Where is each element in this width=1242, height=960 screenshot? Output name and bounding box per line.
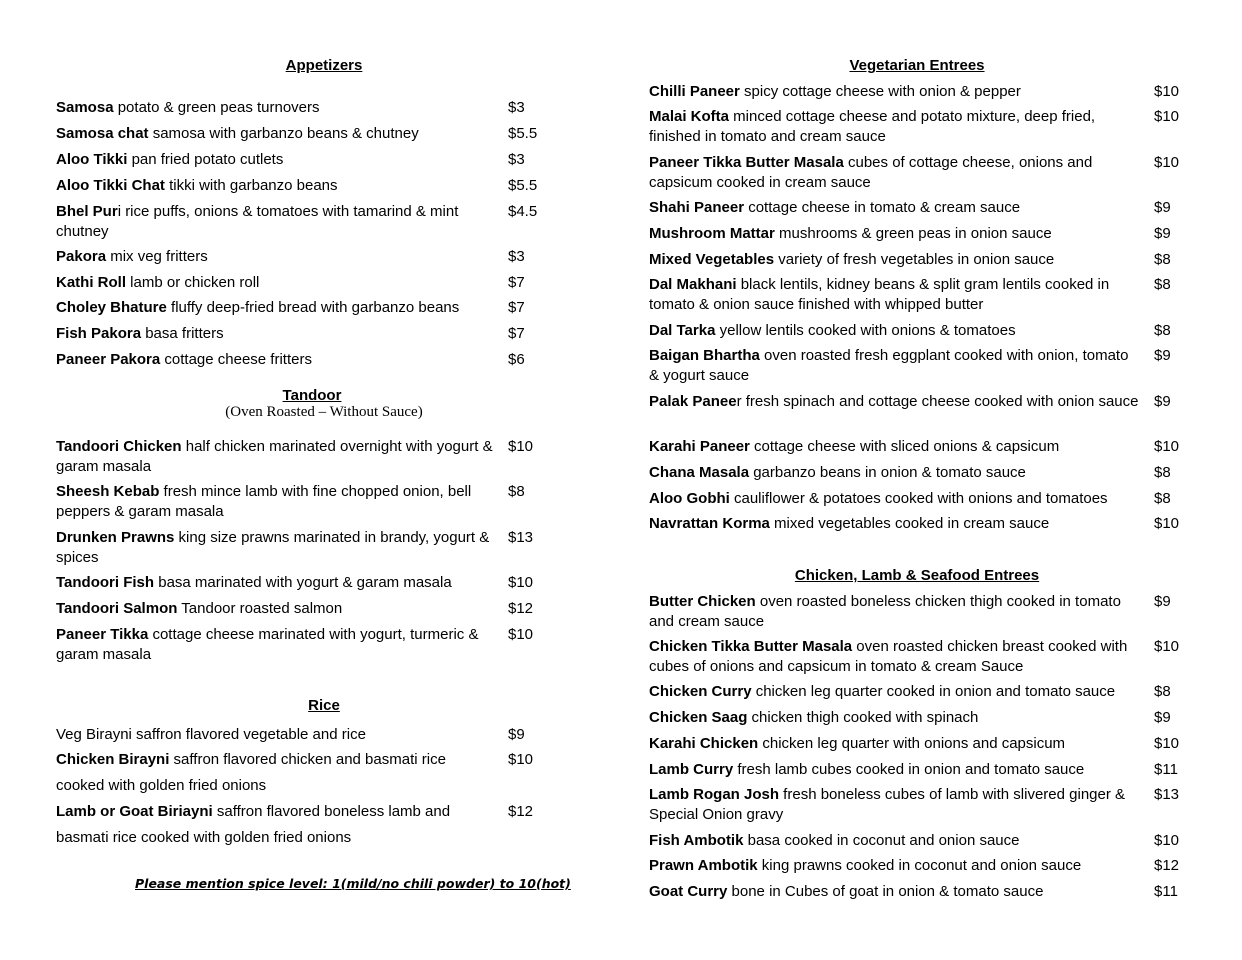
menu-item-text: spicy cottage cheese with onion & pepper: [739, 83, 1021, 100]
menu-item: [649, 250, 1171, 270]
menu-item: [649, 275, 1171, 315]
menu-item-name: Chicken Tikka Butter Masala: [649, 638, 853, 655]
menu-item-text: i rice puffs, onions & tomatoes with tamarind & mint chutney: [56, 203, 459, 240]
menu-item-price: $10: [1154, 515, 1180, 532]
menu-item-description: [649, 785, 1139, 825]
menu-item-description: [56, 298, 496, 318]
menu-item-text: lamb or chicken roll: [126, 274, 260, 291]
menu-item: [56, 124, 538, 144]
menu-item-description: [649, 856, 1139, 876]
menu-item: [56, 350, 525, 370]
menu-item-name: Chicken Birayni: [56, 751, 170, 768]
menu-item-description: [649, 107, 1139, 147]
menu-item-text: king size prawns marinated in brandy, yogurt & spices: [56, 529, 490, 566]
menu-item-text: cottage cheese in tomato & cream sauce: [744, 199, 1021, 216]
menu-item-description: [56, 350, 496, 370]
menu-item-name: Chicken Saag: [649, 709, 748, 726]
menu-item-name: Paneer Tikka Butter Masala: [649, 154, 844, 171]
menu-item-text: black lentils, kidney beans & split gram lentils cooked in tomato & onion sauce finished with whipped butter: [649, 276, 1110, 313]
menu-item: [56, 747, 534, 799]
menu-item: [649, 392, 1171, 412]
menu-item-description: [56, 482, 496, 522]
meat-heading: Chicken, Lamb & Seafood Entrees: [794, 567, 1040, 584]
menu-item-text: pan fried potato cutlets: [127, 151, 284, 168]
menu-item: [649, 760, 1178, 780]
menu-item-description: [649, 592, 1139, 632]
menu-item-price: $9: [508, 726, 525, 743]
menu-item-price: $7: [508, 325, 525, 342]
menu-item-description: [649, 514, 1139, 534]
menu-item-text: minced cottage cheese and potato mixture, deep fried, finished in tomato and cream sauce: [649, 108, 1096, 145]
tandoor-subheading: (Oven Roasted – Without Sauce): [225, 404, 423, 420]
menu-item: [649, 682, 1171, 702]
menu-item-price: $8: [1154, 490, 1171, 507]
menu-item-text: chicken thigh cooked with spinach: [747, 709, 979, 726]
menu-item-description: [649, 224, 1139, 244]
menu-item-name: Prawn Ambotik: [649, 857, 758, 874]
menu-item-price: $10: [1154, 438, 1180, 455]
menu-item-description: [649, 321, 1139, 341]
menu-item-description: [649, 734, 1139, 754]
menu-item-description: [649, 489, 1139, 509]
menu-item-text: Veg Birayni saffron flavored vegetable and rice: [56, 726, 366, 743]
menu-item-text: mushrooms & green peas in onion sauce: [774, 225, 1052, 242]
menu-item: [649, 514, 1180, 534]
menu-item-name: Aloo Tikki: [56, 151, 128, 168]
menu-item-text: chicken leg quarter cooked in onion and tomato sauce: [751, 683, 1116, 700]
menu-item-name: Lamb or Goat Biriayni: [56, 803, 213, 820]
menu-item: [649, 856, 1180, 876]
menu-item-description: [649, 250, 1139, 270]
menu-item-text: garbanzo beans in onion & tomato sauce: [749, 464, 1026, 481]
menu-item-name: Dal Makhani: [649, 276, 737, 293]
menu-item-description: [56, 247, 496, 267]
menu-item-price: $12: [508, 803, 534, 820]
menu-item: [649, 153, 1180, 193]
menu-item-name: Karahi Paneer: [649, 438, 750, 455]
menu-item: [56, 599, 534, 619]
menu-item-text: saffron flavored chicken and basmati rice cooked with golden fried onions: [56, 751, 446, 794]
menu-item-price: $10: [1154, 832, 1180, 849]
menu-item: [649, 785, 1180, 825]
menu-item-price: $10: [508, 438, 534, 455]
menu-item: [56, 437, 534, 477]
menu-item-description: [56, 625, 496, 665]
menu-item: [649, 224, 1171, 244]
menu-item: [56, 98, 525, 118]
menu-item-text: mixed vegetables cooked in cream sauce: [769, 515, 1050, 532]
menu-item-text: saffron flavored boneless lamb and basmati rice cooked with golden fried onions: [56, 803, 451, 846]
menu-item: [649, 831, 1180, 851]
menu-item-price: $12: [508, 600, 534, 617]
menu-item-name: Samosa: [56, 99, 114, 116]
menu-item-text: mix veg fritters: [106, 248, 208, 265]
menu-item-price: $8: [508, 483, 525, 500]
menu-item-description: [56, 150, 496, 170]
menu-item-name: Bhel Pur: [56, 203, 118, 220]
menu-item-description: [56, 98, 496, 118]
menu-item-description: [56, 324, 496, 344]
rice-heading: Rice: [308, 697, 340, 714]
menu-item-price: $12: [1154, 857, 1180, 874]
menu-item: [649, 463, 1171, 483]
menu-item-text: cottage cheese marinated with yogurt, turmeric & garam masala: [56, 626, 479, 663]
menu-item-description: [56, 437, 496, 477]
menu-item-name: Mixed Vegetables: [649, 251, 775, 268]
menu-item-name: Lamb Rogan Josh: [649, 786, 780, 803]
menu-item-price: $9: [1154, 393, 1171, 410]
menu-item-price: $9: [1154, 199, 1171, 216]
menu-item-name: Tandoori Salmon: [56, 600, 178, 617]
menu-item-price: $10: [508, 626, 534, 643]
menu-item-text: basa cooked in coconut and onion sauce: [743, 832, 1020, 849]
menu-item: [56, 482, 525, 522]
menu-item: [56, 202, 538, 242]
menu-item-description: [56, 202, 496, 242]
menu-item-text: yellow lentils cooked with onions & tomatoes: [715, 322, 1016, 339]
menu-item: [649, 882, 1178, 902]
menu-item-description: [56, 747, 496, 799]
menu-item-price: $10: [1154, 154, 1180, 171]
menu-item-price: $10: [1154, 735, 1180, 752]
menu-item: [649, 637, 1180, 677]
menu-item-text: cauliflower & potatoes cooked with onions and tomatoes: [729, 490, 1108, 507]
menu-item: [649, 346, 1171, 386]
menu-item: [56, 625, 534, 665]
menu-item-name: Tandoori Chicken: [56, 438, 182, 455]
menu-item-price: $10: [1154, 108, 1180, 125]
menu-item-text: basa fritters: [141, 325, 224, 342]
menu-item: [56, 528, 534, 568]
menu-item-price: $10: [1154, 638, 1180, 655]
menu-item: [56, 722, 525, 748]
menu-item-text: tikki with garbanzo beans: [164, 177, 338, 194]
tandoor-heading: Tandoor: [282, 387, 342, 404]
menu-item-text: r fresh spinach and cottage cheese cooked with onion sauce: [736, 393, 1139, 410]
menu-item-description: [649, 682, 1139, 702]
menu-item-name: Mushroom Mattar: [649, 225, 775, 242]
menu-item-text: fresh lamb cubes cooked in onion and tomato sauce: [733, 761, 1085, 778]
menu-item-price: $6: [508, 351, 525, 368]
menu-item-text: samosa with garbanzo beans & chutney: [148, 125, 419, 142]
menu-item-price: $9: [1154, 347, 1171, 364]
menu-item-price: $5.5: [508, 125, 538, 142]
menu-item: [649, 592, 1171, 632]
menu-item: [56, 273, 525, 293]
menu-item-price: $4.5: [508, 203, 538, 220]
menu-item-name: Baigan Bhartha: [649, 347, 760, 364]
menu-item: [649, 437, 1180, 457]
menu-item-price: $13: [1154, 786, 1180, 803]
menu-item-description: [56, 273, 496, 293]
menu-item-description: [649, 831, 1139, 851]
menu-item-name: Palak Panee: [649, 393, 737, 410]
menu-item-description: [649, 760, 1139, 780]
menu-item-name: Sheesh Kebab: [56, 483, 160, 500]
menu-item-description: [649, 346, 1139, 386]
menu-item-description: [56, 528, 496, 568]
menu-item-description: [56, 722, 496, 748]
menu-item-description: [649, 437, 1139, 457]
menu-item-name: Aloo Tikki Chat: [56, 177, 165, 194]
menu-item: [56, 324, 525, 344]
menu-item-description: [649, 637, 1139, 677]
menu-item-text: cottage cheese fritters: [160, 351, 312, 368]
appetizers-heading: Appetizers: [285, 57, 363, 74]
menu-item-price: $8: [1154, 683, 1171, 700]
menu-item-price: $11: [1154, 761, 1178, 778]
menu-item-name: Karahi Chicken: [649, 735, 759, 752]
menu-item-price: $9: [1154, 709, 1171, 726]
menu-item-text: half chicken marinated overnight with yogurt & garam masala: [56, 438, 493, 475]
menu-item-text: oven roasted fresh eggplant cooked with onion, tomato & yogurt sauce: [649, 347, 1129, 384]
menu-item-name: Paneer Tikka: [56, 626, 149, 643]
menu-item-price: $7: [508, 299, 525, 316]
menu-item: [56, 573, 534, 593]
menu-item-price: $8: [1154, 251, 1171, 268]
menu-item: [649, 198, 1171, 218]
menu-item-description: [649, 275, 1139, 315]
menu-item-text: chicken leg quarter with onions and capsicum: [758, 735, 1066, 752]
menu-item-description: [649, 198, 1139, 218]
menu-item-name: Fish Pakora: [56, 325, 142, 342]
menu-item: [56, 799, 534, 851]
menu-item-price: $3: [508, 151, 525, 168]
menu-item-price: $8: [1154, 322, 1171, 339]
menu-item-name: Samosa chat: [56, 125, 149, 142]
menu-item-name: Navrattan Korma: [649, 515, 770, 532]
menu-item-name: Tandoori Fish: [56, 574, 155, 591]
menu-item-text: king prawns cooked in coconut and onion sauce: [757, 857, 1082, 874]
menu-item-price: $13: [508, 529, 534, 546]
menu-item-name: Paneer Pakora: [56, 351, 161, 368]
menu-item-text: oven roasted boneless chicken thigh cooked in tomato and cream sauce: [649, 593, 1121, 630]
menu-item-description: [56, 599, 496, 619]
menu-item-description: [649, 392, 1139, 412]
menu-item-price: $3: [508, 99, 525, 116]
menu-item-text: cubes of cottage cheese, onions and capsicum cooked in cream sauce: [649, 154, 1093, 191]
menu-item-text: fluffy deep-fried bread with garbanzo beans: [166, 299, 460, 316]
menu-item-name: Pakora: [56, 248, 107, 265]
menu-item-name: Chilli Paneer: [649, 83, 740, 100]
menu-item-price: $8: [1154, 464, 1171, 481]
menu-item-name: Dal Tarka: [649, 322, 716, 339]
menu-item-name: Chicken Curry: [649, 683, 752, 700]
menu-item: [649, 321, 1171, 341]
menu-item-description: [56, 124, 496, 144]
menu-item-text: bone in Cubes of goat in onion & tomato sauce: [727, 883, 1044, 900]
menu-item-text: Tandoor roasted salmon: [177, 600, 343, 617]
menu-item-description: [649, 708, 1139, 728]
menu-item-description: [649, 882, 1139, 902]
vegetarian-heading: Vegetarian Entrees: [849, 57, 985, 74]
menu-item-description: [649, 82, 1139, 102]
menu-item-text: cottage cheese with sliced onions & capsicum: [749, 438, 1060, 455]
menu-item-name: Butter Chicken: [649, 593, 756, 610]
spice-level-note: Please mention spice level: 1(mild/no chili powder) to 10(hot): [135, 876, 571, 891]
menu-item-price: $5.5: [508, 177, 538, 194]
menu-item-name: Fish Ambotik: [649, 832, 744, 849]
menu-item: [649, 107, 1180, 147]
menu-item-price: $9: [1154, 225, 1171, 242]
menu-item: [56, 298, 525, 318]
menu-item-name: Choley Bhature: [56, 299, 167, 316]
menu-item-text: potato & green peas turnovers: [113, 99, 320, 116]
menu-item: [649, 82, 1180, 102]
menu-item-description: [649, 153, 1139, 193]
menu-item-price: $7: [508, 274, 525, 291]
menu-item-name: Goat Curry: [649, 883, 728, 900]
menu-item-text: fresh mince lamb with fine chopped onion, bell peppers & garam masala: [56, 483, 472, 520]
menu-item-price: $10: [1154, 83, 1180, 100]
menu-item: [649, 708, 1171, 728]
menu-item-text: basa marinated with yogurt & garam masala: [154, 574, 452, 591]
menu-item-price: $3: [508, 248, 525, 265]
menu-item-description: [56, 799, 496, 851]
menu-item-text: oven roasted chicken breast cooked with cubes of onions and capsicum in tomato & cream Sauce: [649, 638, 1128, 675]
menu-item: [649, 489, 1171, 509]
menu-item-price: $9: [1154, 593, 1171, 610]
menu-item-name: Chana Masala: [649, 464, 750, 481]
menu-item-description: [56, 176, 496, 196]
menu-item-price: $10: [508, 751, 534, 768]
menu-item-text: variety of fresh vegetables in onion sauce: [774, 251, 1055, 268]
menu-item-price: $8: [1154, 276, 1171, 293]
menu-item-name: Shahi Paneer: [649, 199, 745, 216]
menu-item: [56, 176, 538, 196]
menu-item-name: Malai Kofta: [649, 108, 730, 125]
menu-item-text: fresh boneless cubes of lamb with slivered ginger & Special Onion gravy: [649, 786, 1126, 823]
menu-item-description: [649, 463, 1139, 483]
menu-item-name: Drunken Prawns: [56, 529, 175, 546]
menu-item-description: [56, 573, 496, 593]
menu-item: [649, 734, 1180, 754]
menu-item-name: Lamb Curry: [649, 761, 734, 778]
menu-item: [56, 150, 525, 170]
menu-item-price: $11: [1154, 883, 1178, 900]
menu-item-name: Aloo Gobhi: [649, 490, 730, 507]
menu-item-price: $10: [508, 574, 534, 591]
menu-item-name: Kathi Roll: [56, 274, 126, 291]
menu-item: [56, 247, 525, 267]
